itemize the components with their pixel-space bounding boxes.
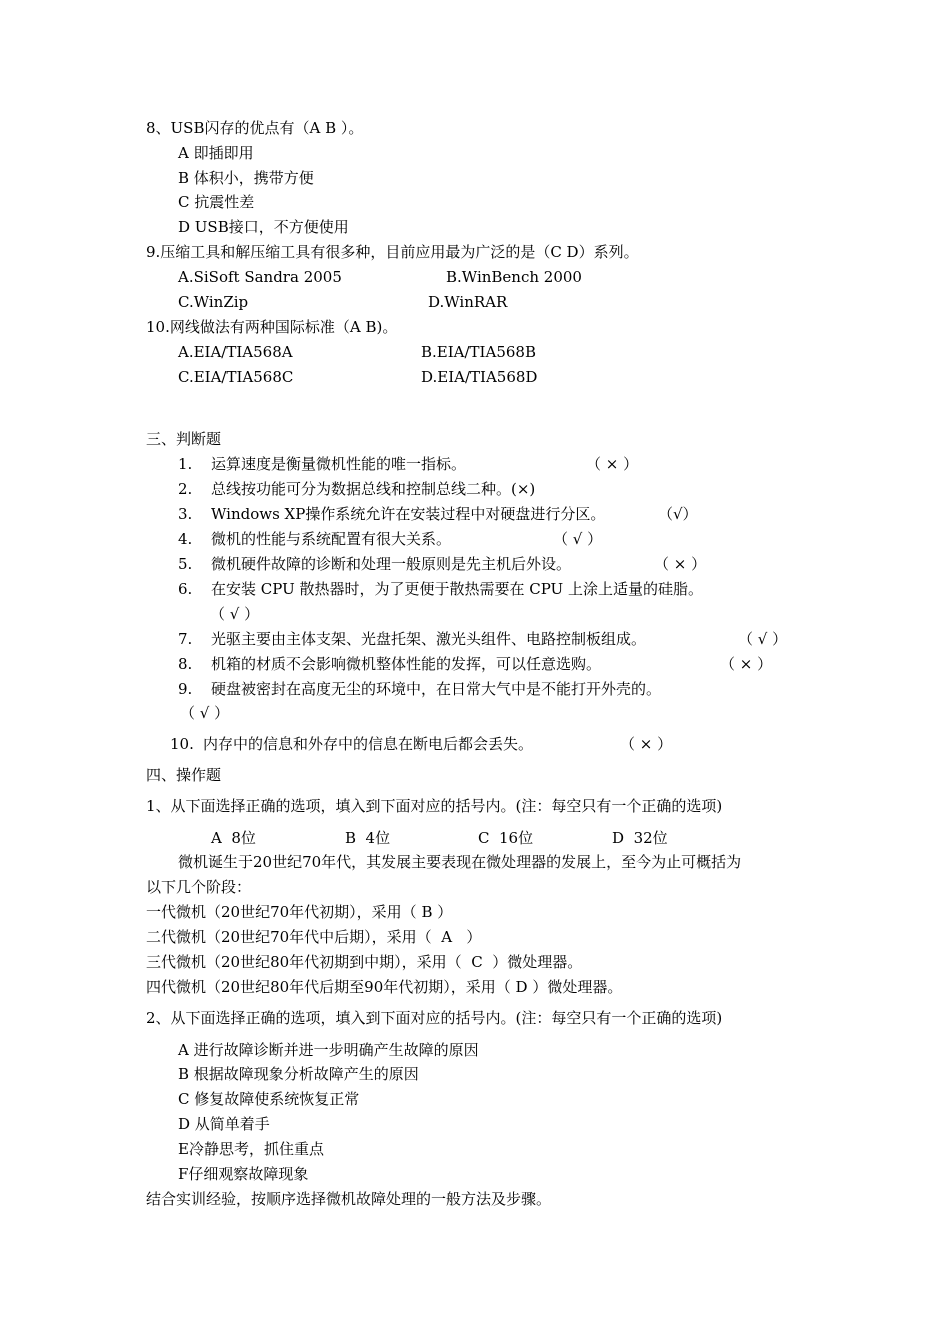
judge-section-title: 三、判断题 bbox=[146, 430, 222, 448]
ops-q1-intro-line2: 以下几个阶段： bbox=[146, 878, 252, 896]
q8-option-c: C 抗震性差 bbox=[178, 193, 255, 211]
judge-num: 4. bbox=[178, 530, 193, 548]
judge-text: 微机的性能与系统配置有很大关系。 bbox=[211, 530, 452, 548]
judge-answer: （ √ ） bbox=[180, 704, 230, 722]
judge-answer: （ √ ） bbox=[738, 630, 788, 648]
judge-text: 硬盘被密封在高度无尘的环境中，在日常大气中是不能打开外壳的。 bbox=[211, 680, 662, 698]
ops-q1-choice-a: A 8位 bbox=[211, 829, 256, 847]
ops-q1-stem: 1、从下面选择正确的选项，填入到下面对应的括号内。(注：每空只有一个正确的选项) bbox=[146, 797, 723, 815]
q8-option-d: D USB接口，不方便使用 bbox=[178, 218, 349, 236]
judge-num: 1. bbox=[178, 455, 193, 473]
ops-q1-line: 二代微机（20世纪70年代中后期），采用（ A ） bbox=[146, 928, 482, 946]
judge-text: 内存中的信息和外存中的信息在断电后都会丢失。 bbox=[203, 735, 534, 753]
q10-option-d: D.EIA/TIA568D bbox=[421, 368, 538, 386]
judge-text: Windows XP操作系统允许在安装过程中对硬盘进行分区。 bbox=[211, 505, 606, 523]
q10-option-a: A.EIA/TIA568A bbox=[178, 343, 293, 361]
q9-option-c: C.WinZip bbox=[178, 293, 249, 311]
judge-num: 8. bbox=[178, 655, 193, 673]
judge-num: 6. bbox=[178, 580, 193, 598]
judge-num: 7. bbox=[178, 630, 193, 648]
judge-text: 在安装 CPU 散热器时，为了更便于散热需要在 CPU 上涂上适量的硅脂。 bbox=[211, 580, 703, 598]
ops-q1-line: 四代微机（20世纪80年代后期至90年代初期），采用（ D ）微处理器。 bbox=[146, 978, 623, 996]
q10-stem: 10.网线做法有两种国际标准（A B)。 bbox=[146, 318, 398, 336]
q8-option-b: B 体积小，携带方便 bbox=[178, 169, 314, 187]
q9-stem: 9.压缩工具和解压缩工具有很多种，目前应用最为广泛的是（C D）系列。 bbox=[146, 243, 639, 261]
ops-q2-option: D 从简单着手 bbox=[178, 1115, 270, 1133]
q9-option-b: B.WinBench 2000 bbox=[446, 268, 582, 286]
judge-answer: （ × ） bbox=[620, 735, 673, 753]
ops-q2-option: F仔细观察故障现象 bbox=[178, 1165, 309, 1183]
ops-q2-stem: 2、从下面选择正确的选项，填入到下面对应的括号内。(注：每空只有一个正确的选项) bbox=[146, 1009, 723, 1027]
q9-option-d: D.WinRAR bbox=[428, 293, 508, 311]
judge-text: 机箱的材质不会影响微机整体性能的发挥，可以任意选购。 bbox=[211, 655, 602, 673]
q10-option-b: B.EIA/TIA568B bbox=[421, 343, 536, 361]
judge-text: 总线按功能可分为数据总线和控制总线二种。(×) bbox=[211, 480, 536, 498]
ops-q2-option: A 进行故障诊断并进一步明确产生故障的原因 bbox=[178, 1041, 479, 1059]
ops-q2-option: B 根据故障现象分析故障产生的原因 bbox=[178, 1065, 419, 1083]
judge-num: 3. bbox=[178, 505, 193, 523]
q9-option-a: A.SiSoft Sandra 2005 bbox=[178, 268, 342, 286]
ops-q2-option: E冷静思考，抓住重点 bbox=[178, 1140, 324, 1158]
judge-num: 2. bbox=[178, 480, 193, 498]
ops-q2-footer: 结合实训经验，按顺序选择微机故障处理的一般方法及步骤。 bbox=[146, 1190, 552, 1208]
ops-q1-intro-line1: 微机诞生于20世纪70年代，其发展主要表现在微处理器的发展上，至今为止可概括为 bbox=[178, 853, 742, 871]
ops-section-title: 四、操作题 bbox=[146, 766, 222, 784]
ops-q1-choice-d: D 32位 bbox=[612, 829, 668, 847]
judge-text: 运算速度是衡量微机性能的唯一指标。 bbox=[211, 455, 467, 473]
judge-answer: （ × ） bbox=[586, 455, 639, 473]
judge-answer: （ √ ） bbox=[553, 530, 603, 548]
judge-num: 10. bbox=[170, 735, 194, 753]
judge-answer: （ × ） bbox=[654, 555, 707, 573]
judge-num: 9. bbox=[178, 680, 193, 698]
judge-answer: （√） bbox=[658, 505, 698, 523]
judge-text: 微机硬件故障的诊断和处理一般原则是先主机后外设。 bbox=[211, 555, 572, 573]
judge-answer: （ √ ） bbox=[210, 605, 260, 623]
judge-text: 光驱主要由主体支架、光盘托架、激光头组件、电路控制板组成。 bbox=[211, 630, 647, 648]
ops-q1-line: 一代微机（20世纪70年代初期），采用（ B ） bbox=[146, 903, 453, 921]
ops-q2-option: C 修复故障使系统恢复正常 bbox=[178, 1090, 360, 1108]
judge-answer: （ × ） bbox=[720, 655, 773, 673]
judge-num: 5. bbox=[178, 555, 193, 573]
q8-stem: 8、USB闪存的优点有（A B ）。 bbox=[146, 119, 364, 137]
q10-option-c: C.EIA/TIA568C bbox=[178, 368, 294, 386]
q8-option-a: A 即插即用 bbox=[178, 144, 254, 162]
ops-q1-choice-b: B 4位 bbox=[345, 829, 391, 847]
ops-q1-line: 三代微机（20世纪80年代初期到中期），采用（ C ）微处理器。 bbox=[146, 953, 583, 971]
ops-q1-choice-c: C 16位 bbox=[478, 829, 534, 847]
